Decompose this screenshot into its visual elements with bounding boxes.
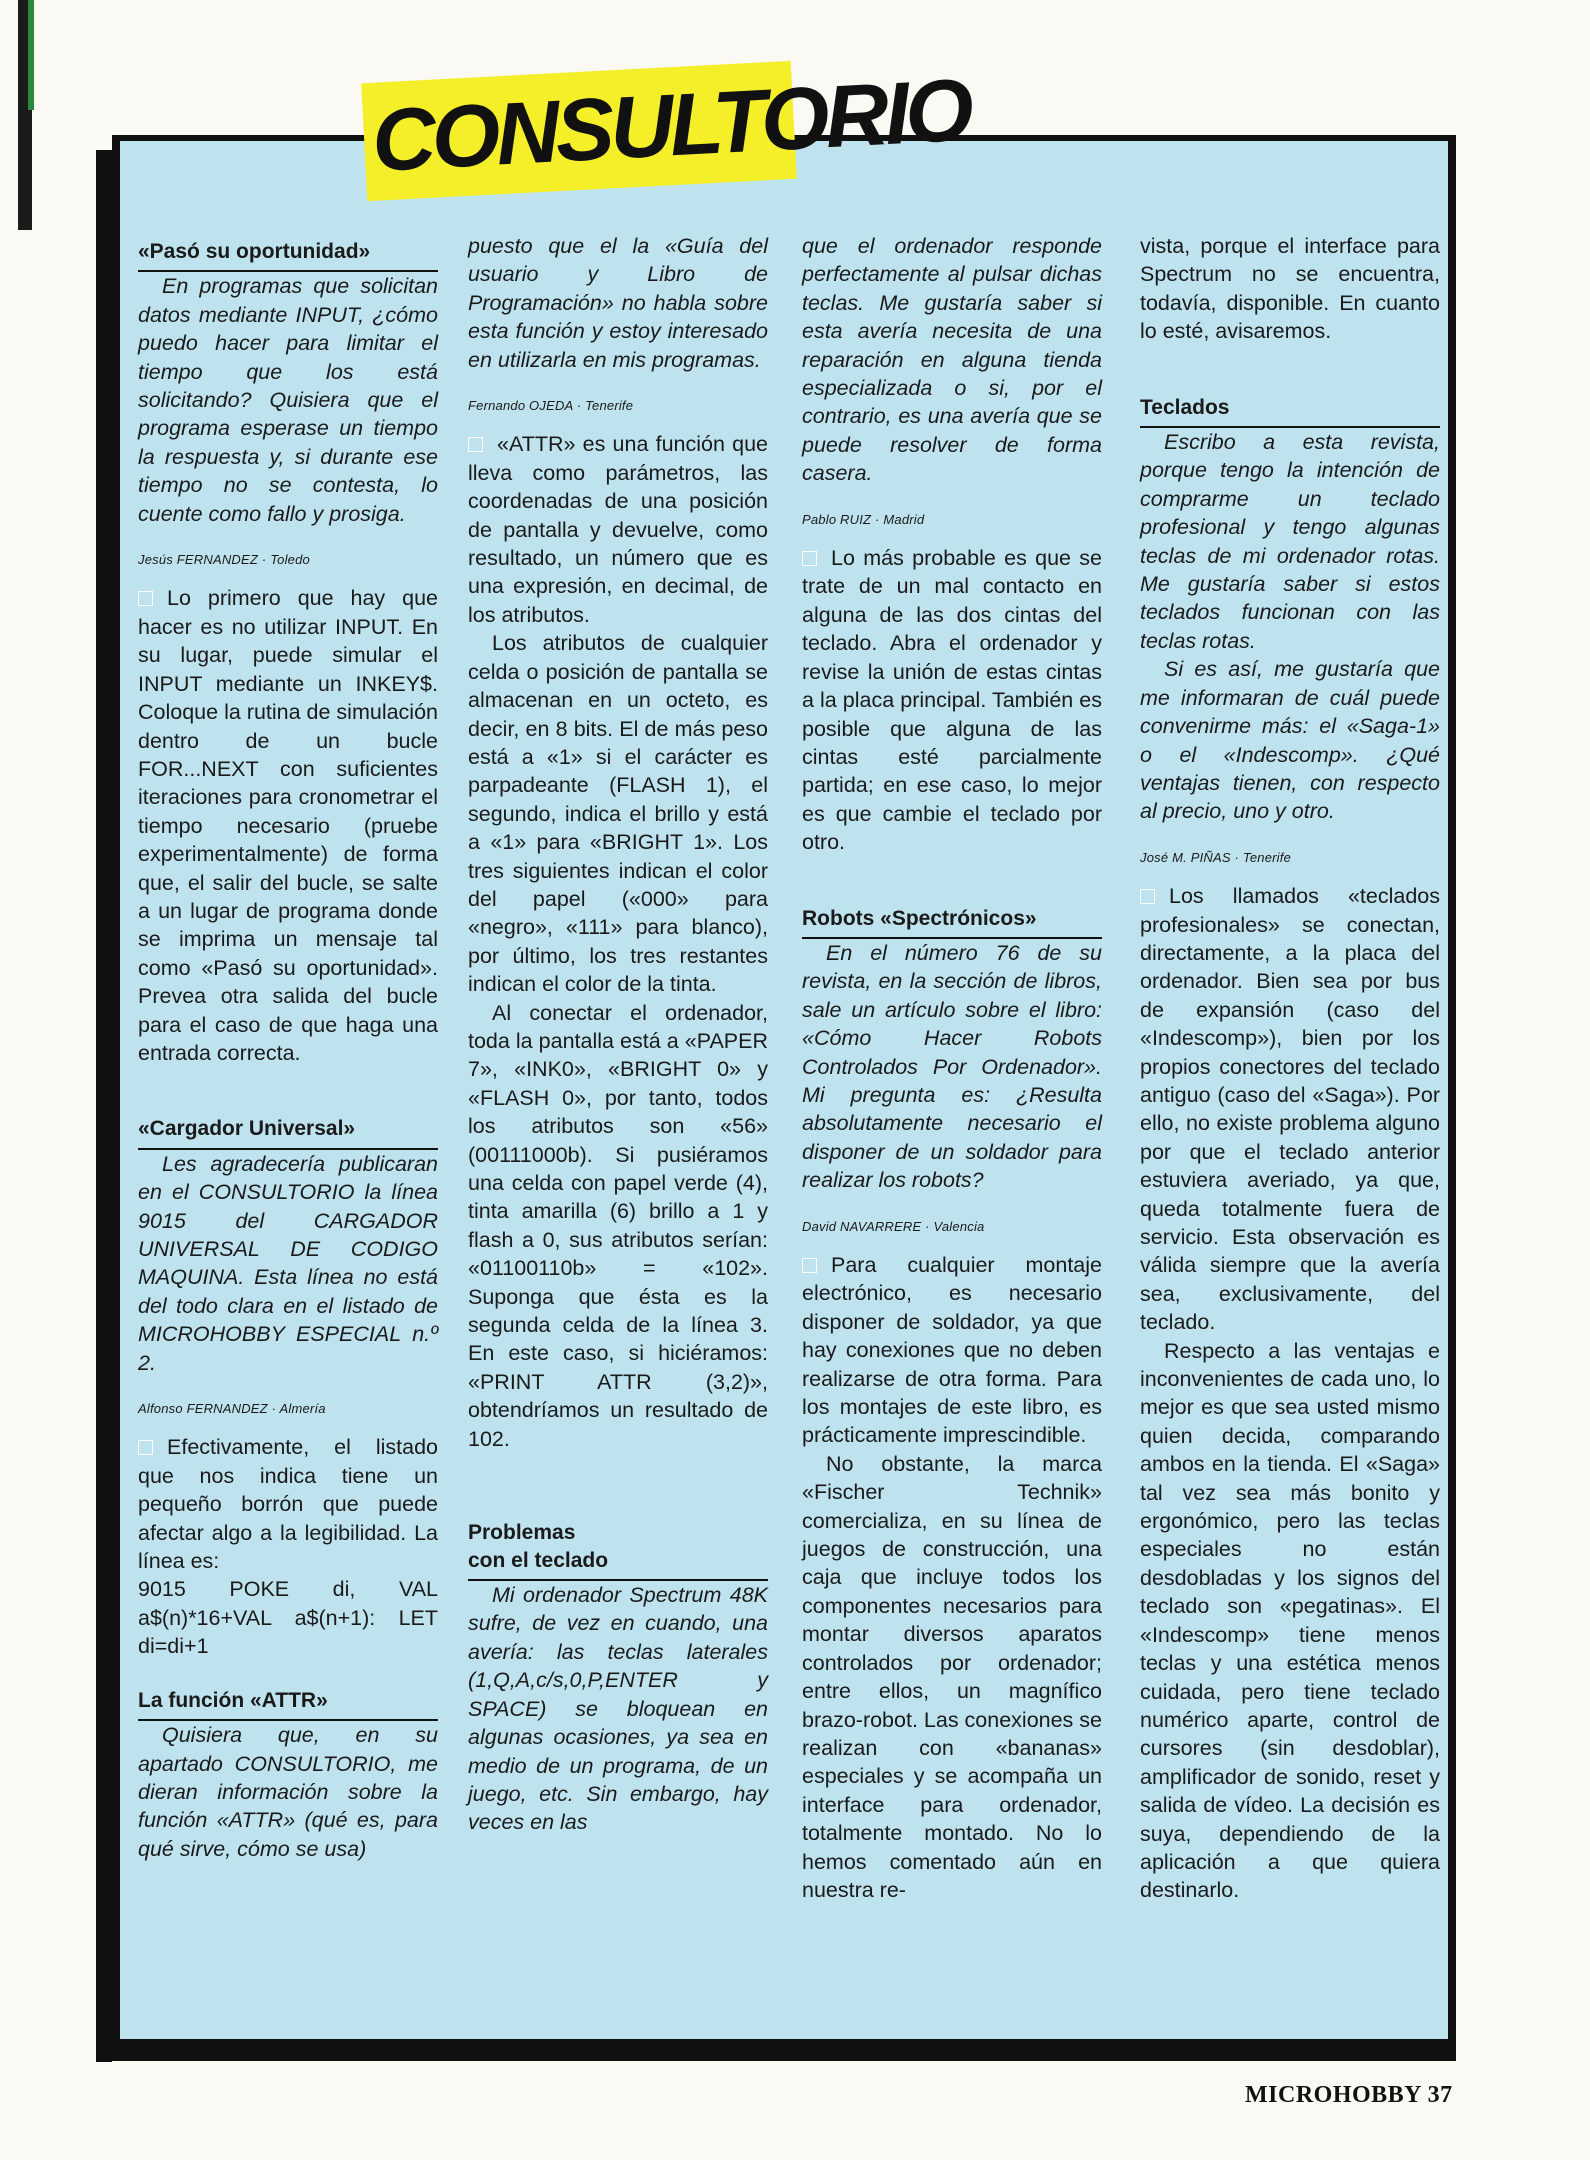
heading-cargador-universal: «Cargador Universal» <box>138 1109 438 1149</box>
signature-name: Jesús FERNANDEZ <box>138 552 259 568</box>
heading-funcion-attr: La función «ATTR» <box>138 1681 438 1721</box>
spacer <box>138 1067 438 1109</box>
question-text: Si es así, me gustaría que me informaran de cuál puede convenirme más: el «Saga-1» o el «Indescomp». ¿Qué ventajas tienen, con respecto al precio, uno y otro. <box>1140 657 1440 824</box>
question-text: En el número 76 de su revista, en la sección de libros, sale un artículo sobre el libro: «Cómo Hacer Robots Controlados Por Ordenador». Mi pregunta es: ¿Resulta absolutamente necesario el disponer de un soldador para realizar los robots? <box>802 940 1102 1193</box>
signature: Fernando OJEDA · Tenerife <box>468 398 634 414</box>
answer-box-icon <box>1140 889 1155 904</box>
answer-text: Respecto a las ventajas e inconvenientes de cada uno, lo mejor es que sea usted mismo quien decida, comparando ambos en la tienda. El «Saga» tal vez sea más bonito y ergonómico, pero las teclas especiales no están desdobladas y los signos del teclado son «pegatinas». El «Indescomp» tiene menos teclas y una estética menos cuidada, pero tiene teclado numérico aparte, control de cursores (sin desdoblar), amplificador de sonido, reset y salida de vídeo. La decisión es suya, dependiendo de la aplicación a que quiera destinarlo. <box>1140 1338 1440 1903</box>
answer-text: Los atributos de cualquier celda o posición de pantalla se almacenan en un octeto, es decir, en 8 bits. El de más peso está a «1» si el carácter es parpadeante (FLASH 1), el segundo, indica el brillo y está a «1» para «BRIGHT 1». Los tres siguientes indican el color del papel («000» para «negro», «111» para blanco), por último, los tres restantes indican el color de la tinta. <box>468 631 768 997</box>
answer-text: Para cualquier montaje electrónico, es necesario disponer de soldador, ya que hay conexiones que no deben realizarse de otra forma. Para los montajes de este libro, es prácticamente imprescindible. <box>802 1253 1102 1448</box>
column-1 <box>138 232 438 1881</box>
question-text: Quisiera que, en su apartado CONSULTORIO, me dieran información sobre la función «ATTR» (qué es, para qué sirve, cómo se usa) <box>138 1723 438 1861</box>
frame-shadow-bottom <box>96 2047 1456 2061</box>
heading-line-2: con el teclado <box>468 1549 609 1573</box>
column-4 <box>1140 232 1440 1905</box>
frame-shadow-left <box>96 150 112 2062</box>
signature: David NAVARRERE · Valencia <box>802 1218 985 1234</box>
question-text: Les agradecería publicaran en el CONSULTORIO la línea 9015 del CARGADOR UNIVERSAL DE CODIGO MAQUINA. Esta línea no está del todo clara en el listado de MICROHOBBY ESPECIAL n.º 2. <box>138 1151 438 1375</box>
signature-place: Almería <box>279 1401 326 1417</box>
signature-place: Madrid <box>883 511 925 527</box>
answer-text-continued: vista, porque el interface para Spectrum no se encuentra, todavía, disponible. En cuanto lo esté, avisaremos. <box>1140 234 1440 344</box>
answer-box-icon <box>468 437 483 452</box>
spacer <box>138 1661 438 1681</box>
page-number: 37 <box>1427 2082 1453 2108</box>
signature-place: Tenerife <box>1242 849 1292 865</box>
heading-problemas-teclado <box>468 1513 768 1581</box>
heading-robots-spectronicos: Robots «Spectrónicos» <box>802 899 1102 939</box>
signature-place: Tenerife <box>585 398 634 414</box>
spacer <box>1140 346 1440 388</box>
heading-line-1: Problemas <box>468 1521 576 1545</box>
signature-place: Toledo <box>270 552 310 568</box>
signature: Jesús FERNANDEZ · Toledo <box>138 552 310 568</box>
page-footer <box>1245 2082 1453 2109</box>
spacer <box>802 857 1102 899</box>
question-text-continued: puesto que el la «Guía del usuario y Libro de Programación» no habla sobre esta función y estoy interesado en utilizarla en mis programas. <box>468 234 768 372</box>
question-text: Escribo a esta revista, porque tengo la intención de comprarme un teclado profesional y tengo algunas teclas de mi ordenador rotas. Me gustaría saber si estos teclados funcionan con las teclas rotas. <box>1140 430 1440 653</box>
answer-text: No obstante, la marca «Fischer Technik» comercializa, en su línea de juegos de construcción, una caja que incluye todos los componentes necesarios para montar diversos aparatos controlados por ordenador; entre ellos, un magnífico brazo-robot. Las conexiones se realizan con «bananas» especiales y se acompaña un interface para ordenador, totalmente montado. No lo hemos comentado aún en nuestra re- <box>802 1451 1102 1902</box>
signature: José M. PIÑAS · Tenerife <box>1140 849 1292 865</box>
answer-text: Los llamados «teclados profesionales» se conectan, directamente, a la placa del ordenador. Bien sea por bus de expansión (caso del «Indescomp»), bien por los propios conectores del teclado antiguo (caso del «Saga»). Por ello, no existe problema alguno por que el teclado anterior estuviera averiado, ya que, queda totalmente fuera de servicio. Esta observación es válida siempre que la avería sea, exclusivamente, del teclado. <box>1140 884 1440 1335</box>
question-text: Mi ordenador Spectrum 48K sufre, de vez en cuando, una avería: las teclas laterales (1,Q,A,c/s,0,P,ENTER y SPACE) se bloquean en algunas ocasiones, ya sea en medio de un programa, de un juego, etc. Sin embargo, hay veces en las <box>468 1583 768 1835</box>
signature-name: Alfonso FERNANDEZ <box>138 1401 268 1417</box>
question-text: En programas que solicitan datos mediante INPUT, ¿cómo puedo hacer para limitar el tiempo que los está solicitando? Quisiera que el programa esperase un tiempo la respuesta y, si durante ese tiempo no se contesta, lo cuente como fallo y prosiga. <box>138 274 438 526</box>
spacer <box>468 1453 768 1513</box>
magazine-name: MICROHOBBY <box>1245 2082 1422 2108</box>
signature-name: Pablo RUIZ <box>802 511 872 527</box>
answer-box-icon <box>802 1258 817 1273</box>
signature-name: José M. PIÑAS <box>1140 849 1231 865</box>
answer-text: Lo primero que hay que hacer es no utilizar INPUT. En su lugar, puede simular el INPUT mediante un INKEY$. Coloque la rutina de simulación dentro de un bucle FOR...NEXT con suficientes iteraciones para cronometrar el tiempo necesario (pruebe experimentalmente) de forma que, el salir del bucle, se salte a un lugar de programa donde se imprima un mensaje tal como «Pasó su oportunidad». Prevea otra salida del bucle para el caso de que haga una entrada correcta. <box>138 586 438 1065</box>
question-text-continued: que el ordenador responde perfectamente al pulsar dichas teclas. Me gustaría saber si esta avería necesita de una reparación en alguna tienda especializada o si, por el contrario, es una avería que se puede resolver de forma casera. <box>802 234 1102 486</box>
heading-paso-oportunidad: «Pasó su oportunidad» <box>138 232 438 272</box>
column-3 <box>802 232 1102 1904</box>
answer-text: Al conectar el ordenador, toda la pantalla está a «PAPER 7», «INK0», «BRIGHT 0» y «FLASH 0», por tanto, todos los atributos son «56» (00111000b). Si pusiéramos una celda con papel verde (4), tinta amarilla (6) brillo a 1 y flash a 0, sus atributos serían: «01100110b» = «102». Supongа que ésta es la segunda celda de la línea 3. En este caso, si hiciéramos: «PRINT ATTR (3,2)», obtendríamos un resultado de 102. <box>468 1000 768 1451</box>
signature-name: Fernando OJEDA <box>468 398 573 414</box>
signature-place: Valencia <box>933 1218 985 1234</box>
code-line: 9015 POKE di, VAL a$(n)*16+VAL a$(n+1): LET di=di+1 <box>138 1577 438 1659</box>
answer-box-icon <box>138 1440 153 1455</box>
heading-teclados: Teclados <box>1140 388 1440 428</box>
signature-name: David NAVARRERE <box>802 1218 922 1234</box>
page-edge-mark-green <box>28 0 34 110</box>
answer-box-icon <box>802 551 817 566</box>
column-2 <box>468 232 768 1855</box>
signature: Alfonso FERNANDEZ · Almería <box>138 1401 326 1417</box>
answer-text: «ATTR» es una función que lleva como parámetros, las coordenadas de una posición de pantalla y devuelve, como resultado, un número que es una expresión, en decimal, de los atributos. <box>468 432 768 627</box>
answer-text: Lo más probable es que se trate de un mal contacto en alguna de las dos cintas del teclado. Abra el ordenador y revise la unión de estas cintas a la placa principal. También es posible que alguna de las cintas esté parcialmente partida; en ese caso, lo mejor es que cambie el teclado por otro. <box>802 546 1102 855</box>
signature: Pablo RUIZ · Madrid <box>802 511 925 527</box>
answer-text: Efectivamente, el listado que nos indica tiene un pequeño borrón que puede afectar algo a la legibilidad. La línea es: <box>138 1435 438 1574</box>
section-title: CONSULTORIO <box>369 59 973 190</box>
answer-box-icon <box>138 591 153 606</box>
